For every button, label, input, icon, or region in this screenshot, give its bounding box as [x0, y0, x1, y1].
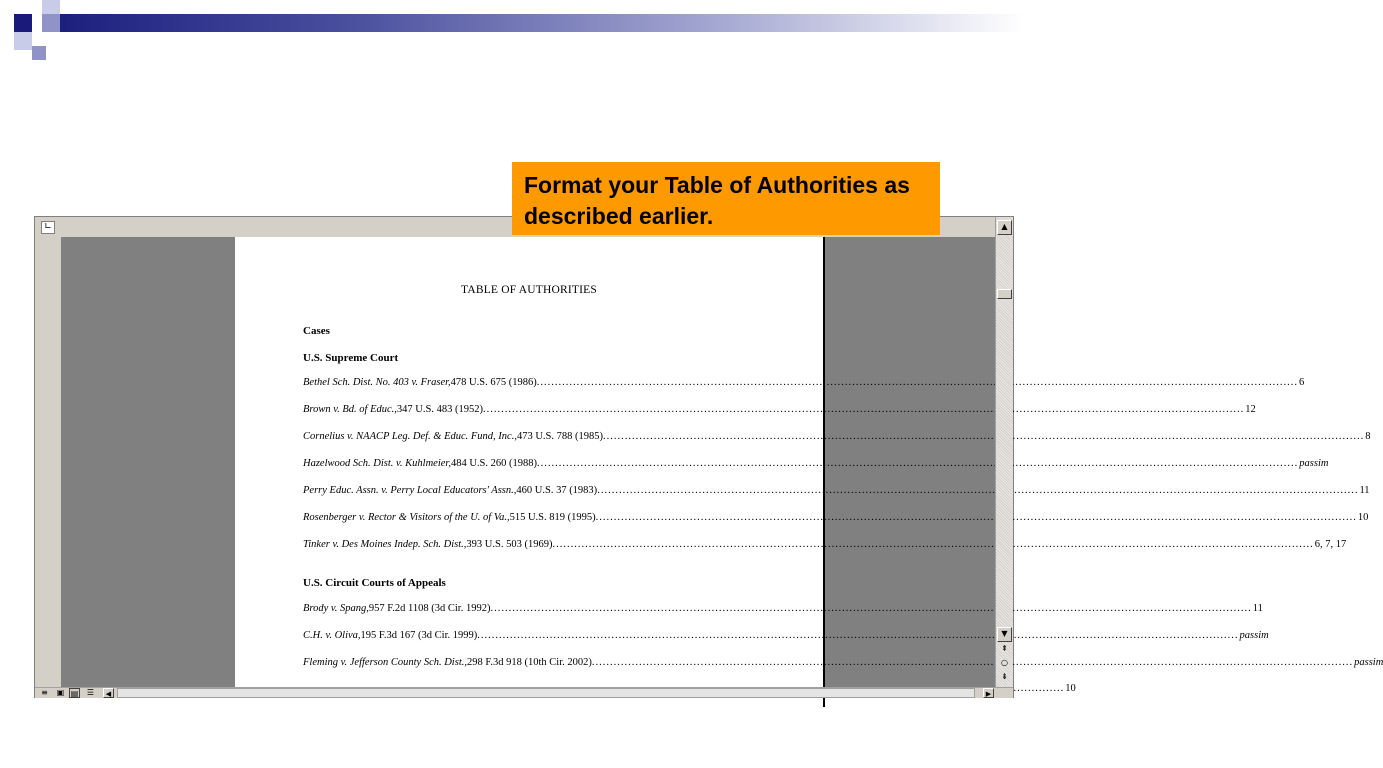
page-reference: 12: [1245, 404, 1256, 415]
section-heading-cases: Cases: [303, 325, 330, 337]
page-reference: 11: [1359, 485, 1370, 496]
citation: 515 U.S. 819 (1995): [509, 512, 596, 523]
document-canvas: [61, 237, 1383, 694]
arrow-right-icon[interactable]: ▶: [983, 688, 994, 698]
decor-square-mid-2: [32, 46, 46, 60]
double-down-arrow-icon[interactable]: ⇟: [1001, 672, 1008, 681]
citation: 347 U.S. 483 (1952): [396, 404, 483, 415]
dot-leader: [477, 630, 1238, 641]
case-name: Brody v. Spang,: [303, 603, 369, 614]
page-reference: 6, 7, 17: [1314, 539, 1347, 550]
page-reference: 10: [1065, 683, 1076, 694]
normal-view-icon[interactable]: ≡: [41, 688, 48, 697]
scroll-thumb[interactable]: [997, 289, 1012, 299]
arrow-left-icon[interactable]: ◀: [103, 688, 114, 698]
dot-leader: [552, 539, 1313, 550]
citation: 393 U.S. 503 (1969): [466, 539, 553, 550]
case-name: Bethel Sch. Dist. No. 403 v. Fraser,: [303, 377, 451, 388]
dot-leader: [596, 512, 1357, 523]
arrow-up-icon[interactable]: ▲: [997, 220, 1012, 235]
page-reference: passim: [1239, 630, 1269, 641]
toa-entry: [303, 404, 1256, 418]
citation: 298 F.3d 918 (10th Cir. 2002): [466, 657, 592, 668]
print-layout-view-icon[interactable]: ▤: [70, 689, 79, 698]
case-name: Perry Educ. Assn. v. Perry Local Educators' Assn.,: [303, 485, 517, 496]
horizontal-scrollbar-bar: [35, 687, 1013, 698]
toa-entry: [303, 630, 1269, 644]
case-name: C.H. v. Oliva,: [303, 630, 361, 641]
case-name: Tinker v. Des Moines Indep. Sch. Dist.,: [303, 539, 467, 550]
toa-entry: [303, 657, 1383, 671]
citation: 478 U.S. 675 (1986): [450, 377, 537, 388]
citation: 957 F.2d 1108 (3d Cir. 1992): [368, 603, 491, 614]
citation: 460 U.S. 37 (1983): [516, 485, 598, 496]
page-reference: passim: [1354, 657, 1383, 668]
browse-object-icon[interactable]: ○: [1001, 658, 1008, 667]
case-name: Brown v. Bd. of Educ.,: [303, 404, 397, 415]
toa-entry: [303, 512, 1369, 526]
dot-leader: [490, 603, 1251, 614]
title-gradient-bar: [60, 14, 1024, 32]
instruction-callout: Format your Table of Authorities as described earlier.: [512, 162, 940, 235]
group-heading: U.S. Circuit Courts of Appeals: [303, 577, 446, 589]
case-name: Hazelwood Sch. Dist. v. Kuhlmeier,: [303, 458, 451, 469]
decor-square-navy: [14, 14, 32, 32]
page-reference: 11: [1252, 603, 1263, 614]
case-name: Fleming v. Jefferson County Sch. Dist.,: [303, 657, 467, 668]
decor-square-mid: [42, 14, 60, 32]
case-name: Cornelius v. NAACP Leg. Def. & Educ. Fund, Inc.,: [303, 431, 517, 442]
page-reference: 6: [1298, 377, 1305, 388]
dot-leader: [537, 458, 1298, 469]
case-name: Rosenberger v. Rector & Visitors of the U. of Va.,: [303, 512, 510, 523]
toa-entry: [303, 539, 1347, 553]
toa-entry: [303, 485, 1370, 499]
dot-leader: [483, 404, 1244, 415]
citation: 473 U.S. 788 (1985): [516, 431, 604, 442]
decor-square-light-2: [14, 32, 32, 50]
vertical-ruler: [35, 237, 61, 687]
decor-square-light: [42, 0, 60, 14]
toa-title: TABLE OF AUTHORITIES: [461, 284, 597, 296]
dot-leader: [597, 485, 1358, 496]
toa-entry: [303, 603, 1263, 617]
outline-view-icon[interactable]: ☰: [86, 688, 95, 697]
left-tab-stop-icon[interactable]: ∟: [41, 221, 55, 234]
word-document-window: [34, 216, 1383, 698]
toa-entry: [303, 431, 1371, 445]
horizontal-scroll-track[interactable]: [117, 688, 975, 698]
web-layout-view-icon[interactable]: ▣: [56, 688, 65, 697]
citation: 195 F.3d 167 (3d Cir. 1999): [360, 630, 478, 641]
vertical-scrollbar[interactable]: [995, 217, 1013, 687]
toa-entry: [303, 458, 1329, 472]
double-up-arrow-icon[interactable]: ⇞: [1001, 644, 1008, 653]
dot-leader: [592, 657, 1353, 668]
page-reference: 10: [1357, 512, 1369, 523]
group-heading: U.S. Supreme Court: [303, 352, 399, 364]
page-reference: 8: [1365, 431, 1371, 442]
page-reference: passim: [1299, 458, 1329, 469]
dot-leader: [603, 431, 1364, 442]
citation: 484 U.S. 260 (1988): [450, 458, 538, 469]
dot-leader: [537, 377, 1298, 388]
toa-entry: [303, 377, 1305, 391]
document-page[interactable]: [235, 237, 1383, 707]
arrow-down-icon[interactable]: ▼: [997, 627, 1012, 642]
